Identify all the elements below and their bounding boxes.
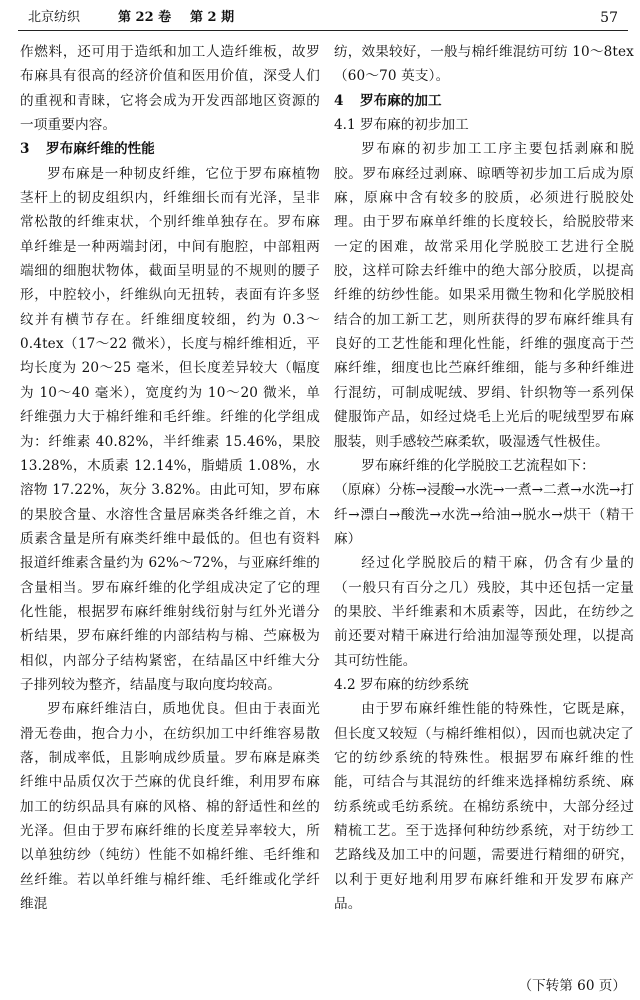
subsection-heading-4-1 (334, 113, 634, 137)
journal-name: 北京纺织 (28, 10, 81, 25)
paragraph-fiber-quality: 罗布麻纤维洁白，质地优良。但由于表面光滑无卷曲，抱合力小，在纺织加工中纤维容易散落，制成率低，且影响成纱质量。罗布麻是麻类纤维中品质仅次于苎麻的优良纤维，利用罗布麻加工的纺织品具有麻的风格、棉的舒适性和丝的光泽。但由于罗布麻纤维的长度差异率较大，所以单独纺纱（纯纺）性能不如棉纤维、毛纤维和丝纤维。若以单纤维与棉纤维、毛纤维或化学纤维混 (20, 701, 320, 913)
paragraph-initial-processing: 罗布麻的初步加工工序主要包括剥麻和脱胶。罗布麻经过剥麻、晾晒等初步加工后成为原麻，原麻中含有较多的胶质，必须进行脱胶处理。由于罗布麻单纤维的长度较长，给脱胶带来一定的困难，故常采用化学脱胶工艺进行全脱胶，这样可除去纤维中的绝大部分胶质，以提高纤维的纺纱性能。如果采用微生物和化学脱胶相结合的加工新工艺，则所获得的罗布麻纤维具有良好的工艺性能和理化性能，纤维的强度高于苎麻纤维，细度也比苎麻纤维细，能与多种纤维进行混纺，可制成呢绒、罗绢、针织物等一系列保健服饰产品，如经过烧毛上光后的呢绒型罗布麻服装，则手感较苎麻柔软，吸湿透气性极佳。 (334, 141, 634, 450)
section-title: 罗布麻纤维的性能 (46, 141, 155, 158)
page-number: 57 (600, 10, 618, 26)
paragraph-pretreatment: 经过化学脱胶后的精干麻，仍含有少量的（一般只有百分之几）残胶，其中还包括一定量的果胶、半纤维素和木质素等，因此，在纺纱之前还要对精干麻进行给油加湿等预处理，以提高其可纺性能。 (334, 555, 634, 669)
section-number: 3 (20, 141, 30, 158)
continued-on-page-note: （下转第 60 页） (518, 978, 626, 994)
left-column (20, 40, 320, 992)
volume-number: 第 22 卷 (118, 10, 172, 25)
section-title: 罗布麻的加工 (360, 92, 442, 109)
paragraph-degumming-intro: 罗布麻纤维的化学脱胶工艺流程如下： (361, 457, 595, 474)
page-header (20, 6, 626, 32)
subsection-number: 4.1 (334, 117, 356, 134)
right-column (334, 40, 634, 992)
subsection-title: 罗布麻的纺纱系统 (360, 676, 469, 693)
degumming-process-flow: （原麻）分栋→浸酸→水洗→一煮→二煮→水洗→打纤→漂白→酸洗→水洗→给油→脱水→烘干（精干麻） (334, 482, 634, 547)
subsection-heading-4-2 (334, 673, 634, 697)
section-heading-4 (334, 89, 634, 113)
issue-number: 第 2 期 (190, 10, 235, 25)
paragraph-spinning-system: 由于罗布麻纤维性能的特殊性，它既是麻，但长度又较短（与棉纤维相似），因而也就决定了它的纺纱系统的特殊性。根据罗布麻纤维的性能，可结合与其混纺的纤维来选择棉纺系统、麻纺系统或毛纺系统。在棉纺系统中，大部分经过精梳工艺。至于选择何种纺纱系统，对于纺纱工艺路线及加工中的问题，需要进行精细的研究，以利于更好地利用罗布麻纤维和开发罗布麻产品。 (334, 701, 634, 913)
header-rule (18, 30, 628, 31)
paragraph-continued: 作燃料，还可用于造纸和加工人造纤维板，故罗布麻具有很高的经济价值和医用价值，深受人们的重视和青睐，它将会成为开发西部地区资源的一项重要内容。 (20, 44, 320, 134)
section-heading-3 (20, 137, 320, 161)
paragraph-fiber-properties: 罗布麻是一种韧皮纤维，它位于罗布麻植物茎杆上的韧皮组织内，纤维细长而有光泽，呈非常松散的纤维束状，个别纤维单独存在。罗布麻单纤维是一种两端封闭，中间有胞腔，中部粗两端细的细胞状物体，截面呈明显的不规则的腰子形，中腔较小，纤维纵向无扭转，表面有许多竖纹并有横节存在。纤维细度较细，约为 0.3～0.4tex（17～22 微米），长度与棉纤维相近，平均长度为 20～25 毫米，但长度差异较大（幅度为 10～40 毫米），宽度约为 10～20 微米，单纤维强力大于棉纤维和毛纤维。纤维的化学组成为：纤维素 40.82%，半纤维素 15.46%，果胶 13.28%，木质素 12.14%，脂蜡质 1.08%，水溶物 17.22%，灰分 3.82%。由此可知，罗布麻的果胶含量、水溶性含量居麻类各纤维之首，木质素含量是所有麻类纤维中最低的。但也有资料报道纤维素含量约为 62%～72%，与亚麻纤维的含量相当。罗布麻纤维的化学组成决定了它的理化性能，根据罗布麻纤维射线衍射与红外光谱分析结果，罗布麻纤维的内部结构与棉、苎麻极为相似，内部分子结构紧密，在结晶区中纤维大分子排列较为整齐，结晶度与取向度均较高。 (20, 165, 320, 693)
subsection-number: 4.2 (334, 676, 356, 693)
subsection-title: 罗布麻的初步加工 (360, 117, 469, 134)
section-number: 4 (334, 92, 344, 109)
paragraph-continued: 纺，效果较好，一般与棉纤维混纺可纺 10～8tex（60～70 英支）。 (334, 44, 634, 85)
